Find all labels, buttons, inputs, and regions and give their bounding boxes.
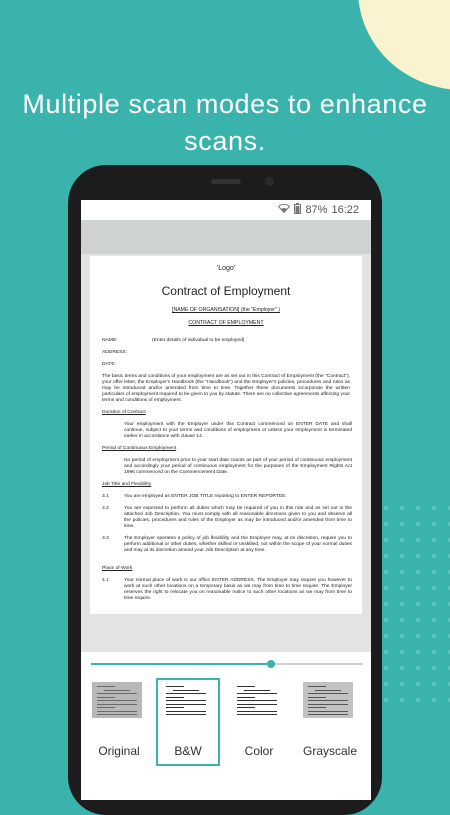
mode-grayscale-option[interactable] xyxy=(298,678,362,766)
doc-title: Contract of Employment xyxy=(161,284,291,298)
preview-text-line xyxy=(237,707,255,708)
mode-preview xyxy=(303,682,353,718)
preview-text-line xyxy=(97,711,137,712)
status-bar xyxy=(81,200,371,220)
headline xyxy=(0,86,450,160)
wifi-icon xyxy=(278,204,290,216)
preview-text-line xyxy=(237,714,277,715)
preview-text-line xyxy=(308,700,348,701)
preview-text-line xyxy=(166,697,184,698)
preview-text-line xyxy=(166,704,206,705)
mode-preview xyxy=(161,682,211,718)
preview-text-line xyxy=(237,700,277,701)
slider-fill xyxy=(91,663,271,665)
doc-clause-num: 3.1 xyxy=(102,494,109,499)
preview-text-line xyxy=(166,711,206,712)
doc-logo: 'Logo' xyxy=(216,265,236,272)
preview-text-line xyxy=(315,690,341,691)
doc-clause-text: You are employed as ENTER JOB TITLE reporting to ENTER REPORTEE. xyxy=(124,494,287,499)
doc-clause-num: 3.2 xyxy=(102,506,109,511)
headline-line-1: Multiple scan modes to enhance xyxy=(22,89,428,119)
mode-label: Grayscale xyxy=(302,744,358,758)
battery-percent: 87% xyxy=(305,204,328,216)
battery-icon xyxy=(294,203,301,217)
decorative-circle xyxy=(358,0,450,90)
preview-text-line xyxy=(166,693,206,694)
doc-clause-text: The Employer operates a policy of job flexibility and the Employer may, at its discretion, require you to perform additional or other duties, whether skilled or unskilled, not within the scope of your normal duties and may at its discretion amend your Job Description at any time. xyxy=(124,536,352,553)
doc-name-value: (Enter details of individual to be employed) xyxy=(152,338,245,343)
preview-text-line xyxy=(166,686,184,687)
preview-text-line xyxy=(244,690,270,691)
preview-text-line xyxy=(308,714,348,715)
doc-name-label: NAME: xyxy=(102,338,118,343)
preview-text-line xyxy=(308,693,348,694)
headline-line-2: scans. xyxy=(184,126,266,156)
phone-speaker xyxy=(211,179,241,184)
doc-duration-head: Duration of Contract xyxy=(102,410,146,415)
doc-subtitle: CONTRACT OF EMPLOYMENT xyxy=(188,320,264,326)
mode-label: B&W xyxy=(174,744,202,758)
mode-panel xyxy=(81,652,371,800)
preview-text-line xyxy=(97,700,137,701)
mode-thumbnails xyxy=(87,678,367,766)
decorative-dots xyxy=(378,500,450,710)
preview-text-line xyxy=(237,693,277,694)
preview-text-line xyxy=(97,693,137,694)
mode-preview xyxy=(232,682,282,718)
doc-clause-num: 4.1 xyxy=(102,578,109,583)
doc-org: [NAME OF ORGANISATION] (the "Employer" ) xyxy=(172,307,280,313)
doc-work-head: Place of Work xyxy=(102,566,133,571)
preview-text-line xyxy=(308,711,348,712)
preview-text-line xyxy=(237,704,277,705)
doc-intro: The basic terms and conditions of your employment are as set out in this Contract of Employment (the "Contract"), your offer letter, the Employer's Handbook (the "Handbook") and the Employer's policies, procedures and rules as may be introduced and/or amended from time to time. Together these documents incorporate the written particulars of employment required to be given to you by statute. There are no collective agreements affecting your terms and conditions of employment. xyxy=(102,374,350,403)
preview-text-line xyxy=(166,707,184,708)
preview-text-line xyxy=(308,704,348,705)
mode-label: Original xyxy=(98,744,140,758)
doc-duration-text: Your employment with the Employer under this Contract commenced on ENTER DATE and shall continue, subject to your terms and conditions of employment or unless your employment is terminated earlier in accordance with clause 14. xyxy=(124,422,352,439)
doc-period-text: No period of employment prior to your start date counts as part of your period of continuous employment and accordingly your period of continuous employment for the purposes of the Employment Rights Act 1996 commenced on the Commencement Date. xyxy=(124,458,352,475)
preview-text-line xyxy=(166,700,206,701)
preview-text-line xyxy=(97,697,115,698)
preview-text-line xyxy=(97,714,137,715)
mode-color-option[interactable] xyxy=(227,678,291,766)
doc-clause-text: You are expected to perform all duties which may be required of you in this role and as set out in the attached Job Description. You must comply with all reasonable directions given to you and observe all the policies, procedures and rules of the Employer as may be introduced and/or amended from time to time. xyxy=(124,506,352,529)
mode-original-option[interactable] xyxy=(87,678,151,766)
preview-text-line xyxy=(97,704,137,705)
doc-clause-num: 3.3 xyxy=(102,536,109,541)
preview-text-line xyxy=(308,697,326,698)
preview-text-line xyxy=(97,686,115,687)
clock: 16:22 xyxy=(331,204,359,216)
doc-date-label: DATE: xyxy=(102,362,117,367)
preview-text-line xyxy=(104,690,130,691)
preview-background xyxy=(81,220,371,254)
doc-period-head: Period of Continuous Employment xyxy=(102,446,177,451)
preview-text-line xyxy=(237,711,277,712)
preview-text-line xyxy=(173,690,199,691)
phone-camera xyxy=(265,177,274,186)
slider-thumb[interactable] xyxy=(267,660,275,668)
preview-text-line xyxy=(237,686,255,687)
doc-job-head: Job Title and Flexibility xyxy=(102,482,152,487)
scanned-document xyxy=(90,256,362,614)
mode-b-w-option[interactable] xyxy=(156,678,220,766)
mode-label: Color xyxy=(244,744,274,758)
preview-text-line xyxy=(237,697,255,698)
preview-text-line xyxy=(166,714,206,715)
enhance-slider[interactable] xyxy=(91,663,363,665)
mode-preview xyxy=(92,682,142,718)
phone-screen xyxy=(81,200,371,800)
doc-clause-text: Your normal place of work is our office ENTER ADDRESS. The Employer may require you however to work at such other locations on a temporary basis as we may from time to time require. The Employer reserves the right to relocate you on reasonable notice to such other locations as we may from time to time require. xyxy=(124,578,352,601)
preview-text-line xyxy=(308,707,326,708)
preview-text-line xyxy=(308,686,326,687)
doc-address-label: ADDRESS: xyxy=(102,350,128,355)
preview-text-line xyxy=(97,707,115,708)
